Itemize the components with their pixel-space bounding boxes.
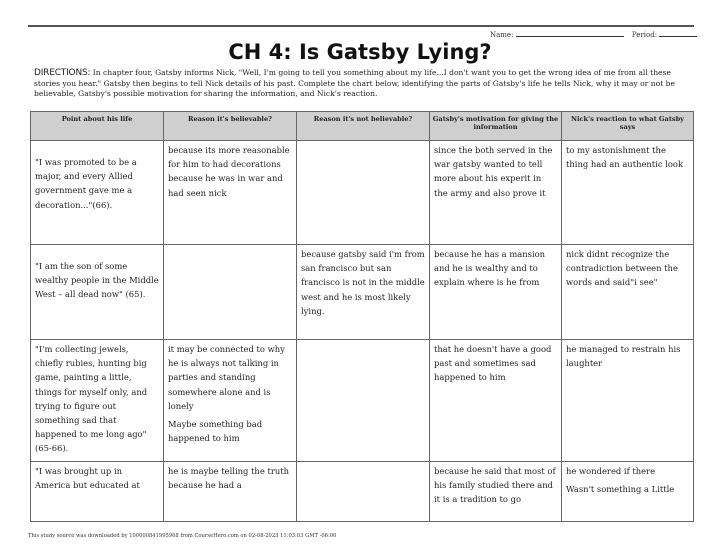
motivation-cell[interactable] [430, 245, 562, 340]
not-believable-cell[interactable] [297, 245, 430, 340]
cell-text: he wondered if there [566, 466, 656, 476]
col-header-point: Point about his life [31, 112, 164, 141]
header-row [31, 112, 694, 141]
cell-text: it may be connected to why he is always not talking in parties and standing somewhere alone and is lonely [168, 344, 285, 411]
point-cell [31, 141, 164, 245]
cell-text: because gatsby said i'm from san francisco but san francisco is not in the middle west and he is most likely lying. [301, 249, 425, 316]
cell-text: nick didnt recognize the contradiction between the words and said"i see" [566, 249, 678, 288]
reaction-cell[interactable] [562, 245, 694, 340]
believable-cell[interactable] [164, 462, 297, 522]
col-header-believable: Reason it's believable? [164, 112, 297, 141]
cell-text-2: Wasn't something a Little [566, 484, 675, 495]
point-cell [31, 462, 164, 522]
not-believable-cell[interactable] [297, 340, 430, 462]
header-rule [28, 25, 694, 27]
cell-text: he is maybe telling the truth because he had a [168, 466, 289, 491]
not-believable-cell[interactable] [297, 462, 430, 522]
point-cell [31, 340, 164, 462]
cell-text: to my astonishment the thing had an authentic look [566, 145, 684, 170]
directions-text: In chapter four, Gatsby informs Nick, "Well, I'm going to tell you something about my life...I don't want you to get the wrong idea of me from all these stories you hear." Gatsby then begins to tell Nick details of his past. Complete the chart below, identifying the parts of Gatsby's life he tells Nick, why it may or not be believable, Gatsby's possible motivation for sharing the information, and Nick's reaction. [34, 68, 676, 99]
motivation-cell[interactable] [430, 462, 562, 522]
period-label: Period: [631, 31, 658, 39]
directions-label: DIRECTIONS: [34, 68, 91, 78]
motivation-cell[interactable] [430, 340, 562, 462]
cell-text: since the both served in the war gatsby wanted to tell more about his experit in the army and also prove it [434, 145, 553, 198]
cell-text: because its more reasonable for him to had decorations because he was in war and had seen nick [168, 145, 290, 198]
gatsby-chart [30, 111, 694, 522]
reaction-cell[interactable] [562, 141, 694, 245]
believable-cell[interactable] [164, 245, 297, 340]
directions [34, 68, 690, 100]
table-row [31, 141, 694, 245]
col-header-reaction: Nick's reaction to what Gatsby says [562, 112, 694, 141]
cell-text: because he has a mansion and he is wealthy and to explain where is he from [434, 249, 546, 288]
cell-text: "I was brought up in America but educated at [35, 466, 140, 491]
believable-cell[interactable] [164, 340, 297, 462]
cell-text: "I was promoted to be a major, and every Allied government gave me a decoration..."(66). [35, 157, 137, 210]
page-title: CH 4: Is Gatsby Lying? [228, 40, 492, 64]
col-header-motivation: Gatsby's motivation for giving the information [430, 112, 562, 141]
motivation-cell[interactable] [430, 141, 562, 245]
believable-cell[interactable] [164, 141, 297, 245]
name-field[interactable] [516, 36, 624, 37]
cell-text: because he said that most of his family studied there and it is a tradition to go [434, 466, 556, 505]
table-row [31, 245, 694, 340]
cell-text-2: Maybe something bad happened to him [168, 419, 263, 444]
col-header-not-believable: Reason it's not believable? [297, 112, 430, 141]
cell-text: "I am the son of some wealthy people in the Middle West – all dead now" (65). [35, 261, 159, 300]
not-believable-cell[interactable] [297, 141, 430, 245]
reaction-cell[interactable] [562, 462, 694, 522]
cell-text: "I'm collecting jewels, chiefly rubies, hunting big game, painting a little, things for myself only, and trying to figure out something sad that happened to me long ago" (65-66). [35, 344, 148, 454]
cell-text: that he doesn't have a good past and sometimes sad happened to him [434, 344, 552, 383]
table-row [31, 462, 694, 522]
cell-text: he managed to restrain his laughter [566, 344, 681, 369]
period-field[interactable] [659, 36, 697, 37]
name-label: Name: [490, 31, 514, 39]
table-row [31, 340, 694, 462]
footer-source-note: This study source was downloaded by 100000841995968 from CourseHero.com on 02-08-2023 11:03:03 GMT -06:00 [28, 533, 337, 539]
point-cell [31, 245, 164, 340]
reaction-cell[interactable] [562, 340, 694, 462]
name-period-line [490, 31, 697, 39]
